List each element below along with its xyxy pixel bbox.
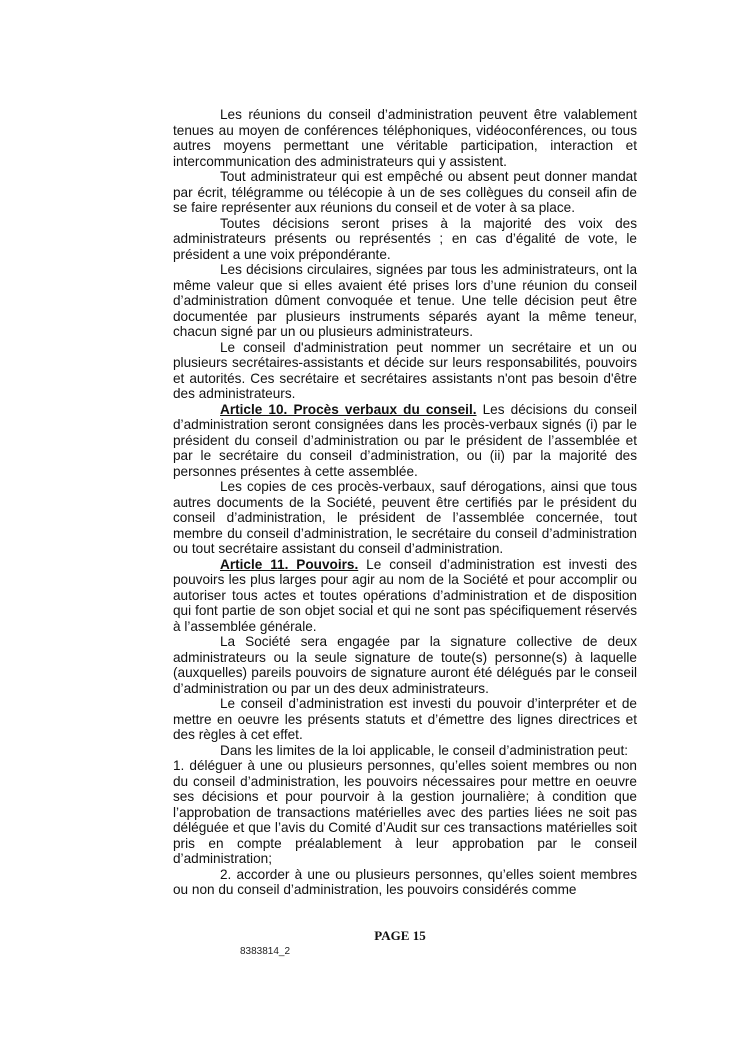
paragraph-text: Tout administrateur qui est empêché ou absent peut donner mandat par écrit, télégramme ou télécopie à un de ses collègues du conseil afin de se faire représenter aux réunions du conseil et de voter à sa place. <box>173 169 637 215</box>
paragraph-10 <box>173 696 637 743</box>
paragraph-12 <box>173 867 637 898</box>
paragraph-11 <box>173 743 637 867</box>
paragraph-text: Le conseil d’administration est investi du pouvoir d’interpréter et de mettre en oeuvre les présents statuts et d’émettre des lignes directrices et des règles à cet effet. <box>173 696 637 742</box>
paragraph-text: Les décisions du conseil d’administration seront consignées dans les procès-verbaux signés (i) par le président du conseil d’administration ou par le président de l’assemblée et par le secrétaire du conseil d’administration, ou (ii) par la majorité des personnes présentes à cette assemblée. <box>173 401 637 479</box>
paragraph-9 <box>173 634 637 696</box>
paragraph-article-10 <box>173 402 637 480</box>
paragraph-text: Le conseil d'administration peut nommer un secrétaire et un ou plusieurs secrétaires-assistants et décide sur leurs responsabilités, pouvoirs et autorités. Ces secrétaire et secrétaires assistants n'ont pas besoin d'être des administrateurs. <box>173 339 637 401</box>
article-10-heading: Article 10. Procès verbaux du conseil. <box>220 401 477 417</box>
paragraph-text: Les réunions du conseil d’administration peuvent être valablement tenues au moyen de conférences téléphoniques, vidéoconférences, ou tous autres moyens permettant une véritable participation, interaction et intercommunication des administrateurs qui y assistent. <box>173 107 637 169</box>
document-reference: 8383814_2 <box>240 946 291 957</box>
paragraph-text: Dans les limites de la loi applicable, le conseil d’administration peut: <box>220 742 629 758</box>
document-body <box>173 107 637 898</box>
paragraph-5 <box>173 340 637 402</box>
paragraph-continuation: 1. déléguer à une ou plusieurs personnes, qu’elles soient membres ou non du conseil d’administration, les pouvoirs nécessaires pour mettre en oeuvre ses décisions et pour pourvoir à la gestion journalière; à condition que l’approbation de transactions matérielles avec des parties liées ne soit pas déléguée et que l’avis du Comité d’Audit sur ces transactions matérielles soit pris en compte préalablement à leur approbation par le conseil d’administration; <box>173 758 637 866</box>
paragraph-text: 2. accorder à une ou plusieurs personnes, qu’elles soient membres ou non du conseil d’administration, les pouvoirs considérés comme <box>173 866 637 897</box>
paragraph-text: Le conseil d’administration est investi des pouvoirs les plus larges pour agir au nom de la Société et pour accomplir ou autoriser tous actes et toutes opérations d’administration et de disposition qui font partie de son objet social et qui ne sont pas spécifiquement réservés à l’assemblée générale. <box>173 556 637 634</box>
article-11-heading: Article 11. Pouvoirs. <box>220 556 359 572</box>
paragraph-1 <box>173 107 637 169</box>
paragraph-text: Les décisions circulaires, signées par tous les administrateurs, ont la même valeur que si elles avaient été prises lors d’une réunion du conseil d’administration dûment convoquée et tenue. Une telle décision peut être documentée par plusieurs instruments séparés ayant la même teneur, chacun signé par un ou plusieurs administrateurs. <box>173 262 637 339</box>
paragraph-text: Les copies de ces procès-verbaux, sauf dérogations, ainsi que tous autres documents de la Société, peuvent être certifiés par le président du conseil d’administration, le président de l’assemblée concernée, tout membre du conseil d’administration, le secrétaire du conseil d’administration ou tout secrétaire assistant du conseil d’administration. <box>173 479 637 556</box>
paragraph-text: La Société sera engagée par la signature collective de deux administrateurs ou la seule signature de toute(s) personne(s) à laquelle (auxquelles) pareils pouvoirs de signature auront été délégués par le conseil d’administration ou par un des deux administrateurs. <box>173 634 637 696</box>
paragraph-3 <box>173 216 637 263</box>
paragraph-text: Toutes décisions seront prises à la majorité des voix des administrateurs présents ou représentés ; en cas d’égalité de vote, le président a une voix prépondérante. <box>173 215 637 262</box>
page-number: PAGE 15 <box>374 928 426 943</box>
paragraph-4 <box>173 262 637 340</box>
paragraph-article-11 <box>173 557 637 635</box>
paragraph-2 <box>173 169 637 216</box>
paragraph-7 <box>173 479 637 557</box>
